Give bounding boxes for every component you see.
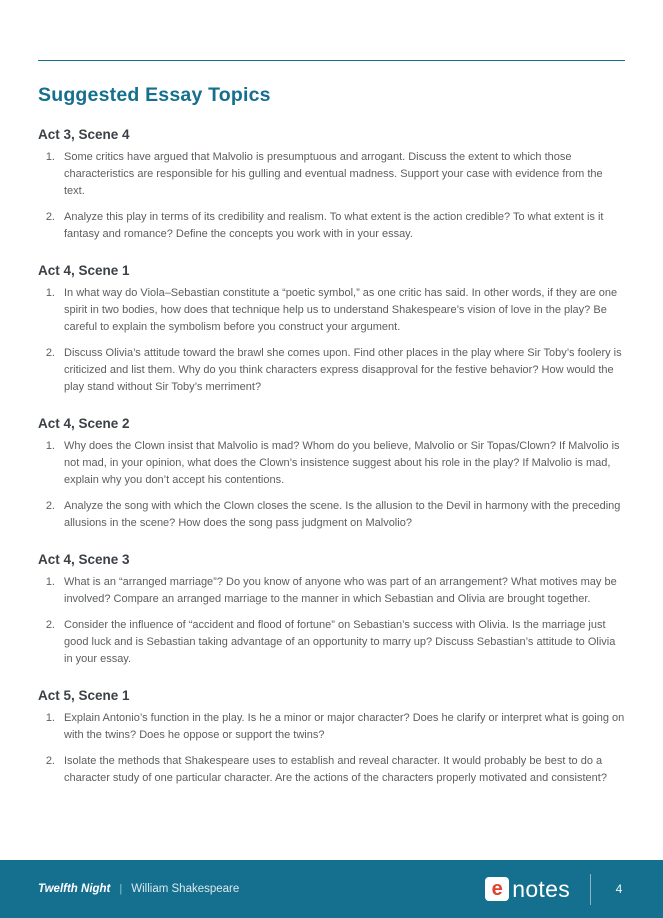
item-text: Consider the influence of “accident and flood of fortune” on Sebastian’s success with Olivia. Is the marriage just good luck and is Sebastian taking advantage of an opportunity to marry up? Discuss Sebastian’s attitude to Olivia in your essay. xyxy=(64,619,616,665)
page-number: 4 xyxy=(615,882,623,896)
section-heading: Act 4, Scene 2 xyxy=(38,416,130,431)
essay-item xyxy=(38,498,625,532)
enotes-logo xyxy=(485,877,570,901)
item-text: Analyze the song with which the Clown closes the scene. Is the allusion to the Devil in harmony with the preceding allusions in the scene? How does the song pass judgment on Malvolio? xyxy=(64,500,621,529)
section-act5-scene1 xyxy=(38,688,625,787)
top-rule xyxy=(38,60,625,61)
footer-author: William Shakespeare xyxy=(131,883,240,895)
item-number: 2. xyxy=(45,500,55,512)
section-heading: Act 5, Scene 1 xyxy=(38,688,130,703)
item-number: 2. xyxy=(45,211,55,223)
section-act4-scene2 xyxy=(38,416,625,532)
footer-right xyxy=(485,874,625,905)
item-number: 2. xyxy=(45,347,55,359)
essay-item xyxy=(38,149,625,200)
document-page xyxy=(0,60,663,787)
item-text: What is an “arranged marriage”? Do you know of anyone who was part of an arrangement? What motives may be involved? Compare an arranged marriage to the manner in which Sebastian and Olivia are brought together. xyxy=(64,576,617,605)
essay-item xyxy=(38,753,625,787)
essay-item xyxy=(38,345,625,396)
essay-item xyxy=(38,438,625,489)
section-act4-scene3 xyxy=(38,552,625,668)
page-title: Suggested Essay Topics xyxy=(38,84,271,106)
footer-book-title: Twelfth Night xyxy=(38,883,111,895)
section-act4-scene1 xyxy=(38,263,625,396)
item-number: 1. xyxy=(45,287,55,299)
footer xyxy=(0,860,663,918)
footer-meta xyxy=(38,883,239,895)
item-number: 1. xyxy=(45,151,55,163)
section-act3-scene4 xyxy=(38,127,625,243)
essay-item xyxy=(38,209,625,243)
footer-divider xyxy=(590,874,591,905)
enotes-e-badge-icon: e xyxy=(485,877,509,901)
essay-item xyxy=(38,574,625,608)
essay-item xyxy=(38,710,625,744)
footer-separator: | xyxy=(119,883,123,895)
item-number: 1. xyxy=(45,576,55,588)
section-heading: Act 4, Scene 3 xyxy=(38,552,130,567)
item-text: Isolate the methods that Shakespeare uses to establish and reveal character. It would probably be best to do a character study of one particular character. Are the actions of the characters properly motivated and consistent? xyxy=(64,755,607,784)
item-text: Discuss Olivia’s attitude toward the brawl she comes upon. Find other places in the play where Sir Toby’s foolery is criticized and list them. Why do you think characters express disapproval for the festive behavior? How would the play stand without Sir Toby’s merriment? xyxy=(64,347,622,393)
essay-item xyxy=(38,617,625,668)
item-text: Why does the Clown insist that Malvolio is mad? Whom do you believe, Malvolio or Sir Topas/Clown? If Malvolio is not mad, in your opinion, what does the Clown’s insistence suggest about his role in the play? If Malvolio is mad, explain why you don’t accept his contentions. xyxy=(64,440,620,486)
essay-item xyxy=(38,285,625,336)
item-number: 1. xyxy=(45,712,55,724)
item-text: In what way do Viola–Sebastian constitute a “poetic symbol,” as one critic has said. In other words, if they are one spirit in two bodies, how does that technique help us to understand Shakespeare’s vision of love in the play? Be careful to explain the symbolism before you construct your argument. xyxy=(64,287,618,333)
item-number: 1. xyxy=(45,440,55,452)
item-text: Explain Antonio’s function in the play. Is he a minor or major character? Does he clarify or interpret what is going on with the twins? Does he oppose or support the twins? xyxy=(64,712,625,741)
item-number: 2. xyxy=(45,619,55,631)
section-heading: Act 3, Scene 4 xyxy=(38,127,130,142)
item-text: Some critics have argued that Malvolio is presumptuous and arrogant. Discuss the extent to which those characteristics are responsible for his gulling and eventual madness. Support your case with evidence from the text. xyxy=(64,151,603,197)
item-number: 2. xyxy=(45,755,55,767)
enotes-logo-text: notes xyxy=(512,875,570,902)
section-heading: Act 4, Scene 1 xyxy=(38,263,130,278)
item-text: Analyze this play in terms of its credibility and realism. To what extent is the action credible? To what extent is it fantasy and romance? Define the concepts you work with in your essay. xyxy=(64,211,604,240)
